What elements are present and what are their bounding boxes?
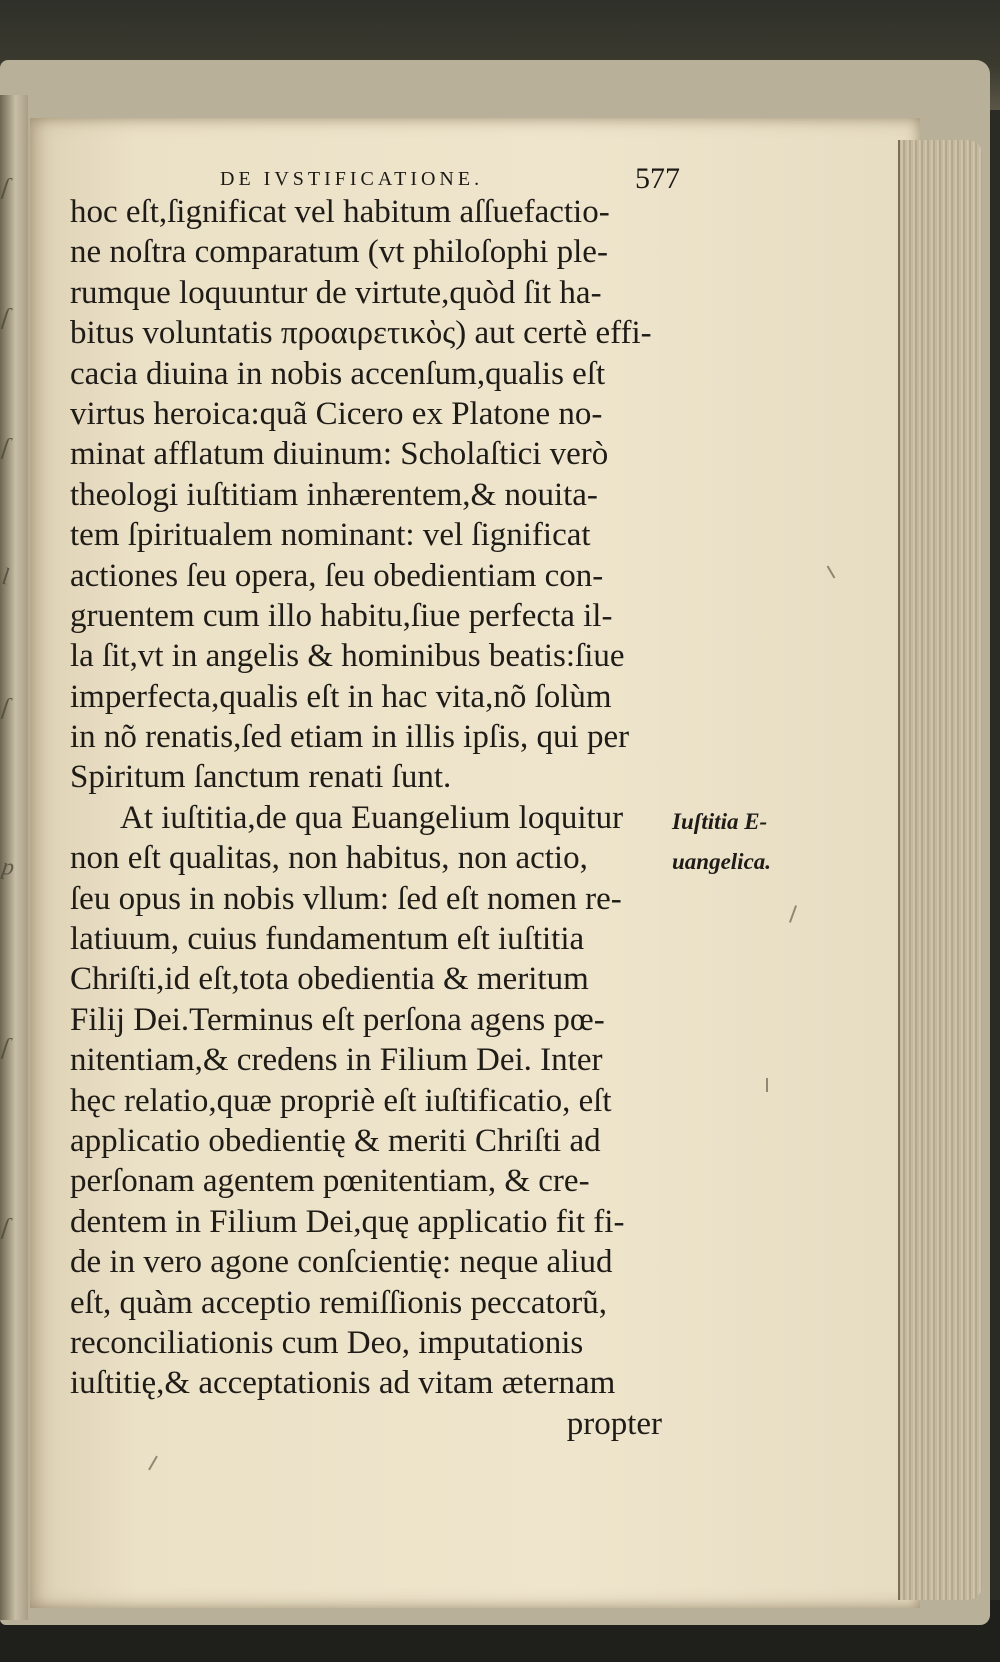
text-line: perſonam agentem pœnitentiam, & cre- — [70, 1163, 590, 1200]
facing-page-trace: ſ — [0, 173, 11, 201]
text-line: applicatio obedientię & meriti Chriſti ad — [70, 1122, 601, 1159]
page-stack-edge — [898, 140, 982, 1600]
text-line: Filij Dei.Terminus eſt perſona agens pœ- — [70, 1001, 605, 1038]
facing-page-trace: ſ — [0, 1033, 11, 1061]
text-line: eſt, quàm acceptio remiſſionis peccatorũ, — [70, 1284, 607, 1321]
text-line: Spiritum ſanctum renati ſunt. — [70, 759, 452, 796]
facing-page-trace: ſ — [0, 433, 11, 461]
text-line: theologi iuſtitiam inhærentem,& nouita- — [70, 476, 598, 513]
facing-page-trace: ſ — [0, 303, 11, 331]
facing-page-trace: ſ — [0, 693, 11, 721]
text-line: virtus heroica:quã Cicero ex Platone no- — [70, 395, 603, 432]
text-line: latiuum, cuius fundamentum eſt iuſtitia — [70, 921, 585, 958]
ink-speck — [766, 1078, 768, 1092]
text-line: Chriſti,id eſt,tota obedientia & meritum — [70, 961, 589, 998]
text-line: gruentem cum illo habitu,ſiue perfecta il- — [70, 597, 613, 634]
paragraph-first-line: At iuſtitia,de qua Euangelium loquitur — [120, 799, 624, 836]
text-line: imperfecta,qualis eſt in hac vita,nõ ſolùm — [70, 678, 612, 715]
text-line: hęc relatio,quæ propriè eſt iuſtificatio, eſt — [70, 1082, 612, 1119]
text-line: iuſtitię,& acceptationis ad vitam æternam — [70, 1365, 616, 1402]
page-number: 577 — [635, 162, 680, 195]
catchword: propter — [566, 1405, 662, 1442]
text-line: non eſt qualitas, non habitus, non actio, — [70, 840, 588, 877]
facing-page-trace: p — [0, 853, 16, 882]
text-line: in nõ renatis,ſed etiam in illis ipſis, qui per — [70, 719, 630, 756]
text-line: la ſit,vt in angelis & hominibus beatis:ſiue — [70, 638, 625, 675]
text-line: actiones ſeu opera, ſeu obedientiam con- — [70, 557, 604, 594]
text-line: ſeu opus in nobis vllum: ſed eſt nomen re- — [70, 880, 622, 917]
text-line: de in vero agone conſcientię: neque aliud — [70, 1244, 613, 1281]
text-line: rumque loquuntur de virtute,quòd ſit ha- — [70, 274, 602, 311]
text-line: dentem in Filium Dei,quę applicatio fit fi- — [70, 1203, 625, 1240]
text-line: ne noſtra comparatum (vt philoſophi ple- — [70, 234, 608, 271]
facing-page-trace: ſ — [0, 1213, 11, 1241]
marginal-note — [672, 802, 771, 882]
text-line: cacia diuina in nobis accenſum,qualis eſt — [70, 355, 606, 392]
text-line: nitentiam,& credens in Filium Dei. Inter — [70, 1042, 603, 1079]
running-head: DE IVSTIFICATIONE. — [220, 168, 484, 190]
text-line: reconciliationis cum Deo, imputationis — [70, 1324, 584, 1361]
facing-page-edge — [0, 95, 28, 1620]
text-line: tem ſpiritualem nominant: vel ſignificat — [70, 517, 591, 554]
body-text — [70, 192, 690, 1444]
marginal-note-line: Iuſtitia E- — [672, 809, 768, 834]
text-line: minat afflatum diuinum: Scholaſtici verò — [70, 436, 609, 473]
facing-page-trace: l — [0, 563, 11, 591]
text-line: hoc eſt,ſignificat vel habitum aſſuefactio- — [70, 194, 610, 230]
marginal-note-line: uangelica. — [672, 849, 772, 874]
text-line: bitus voluntatis προαιρετικὸς) aut certè effi- — [70, 315, 652, 352]
